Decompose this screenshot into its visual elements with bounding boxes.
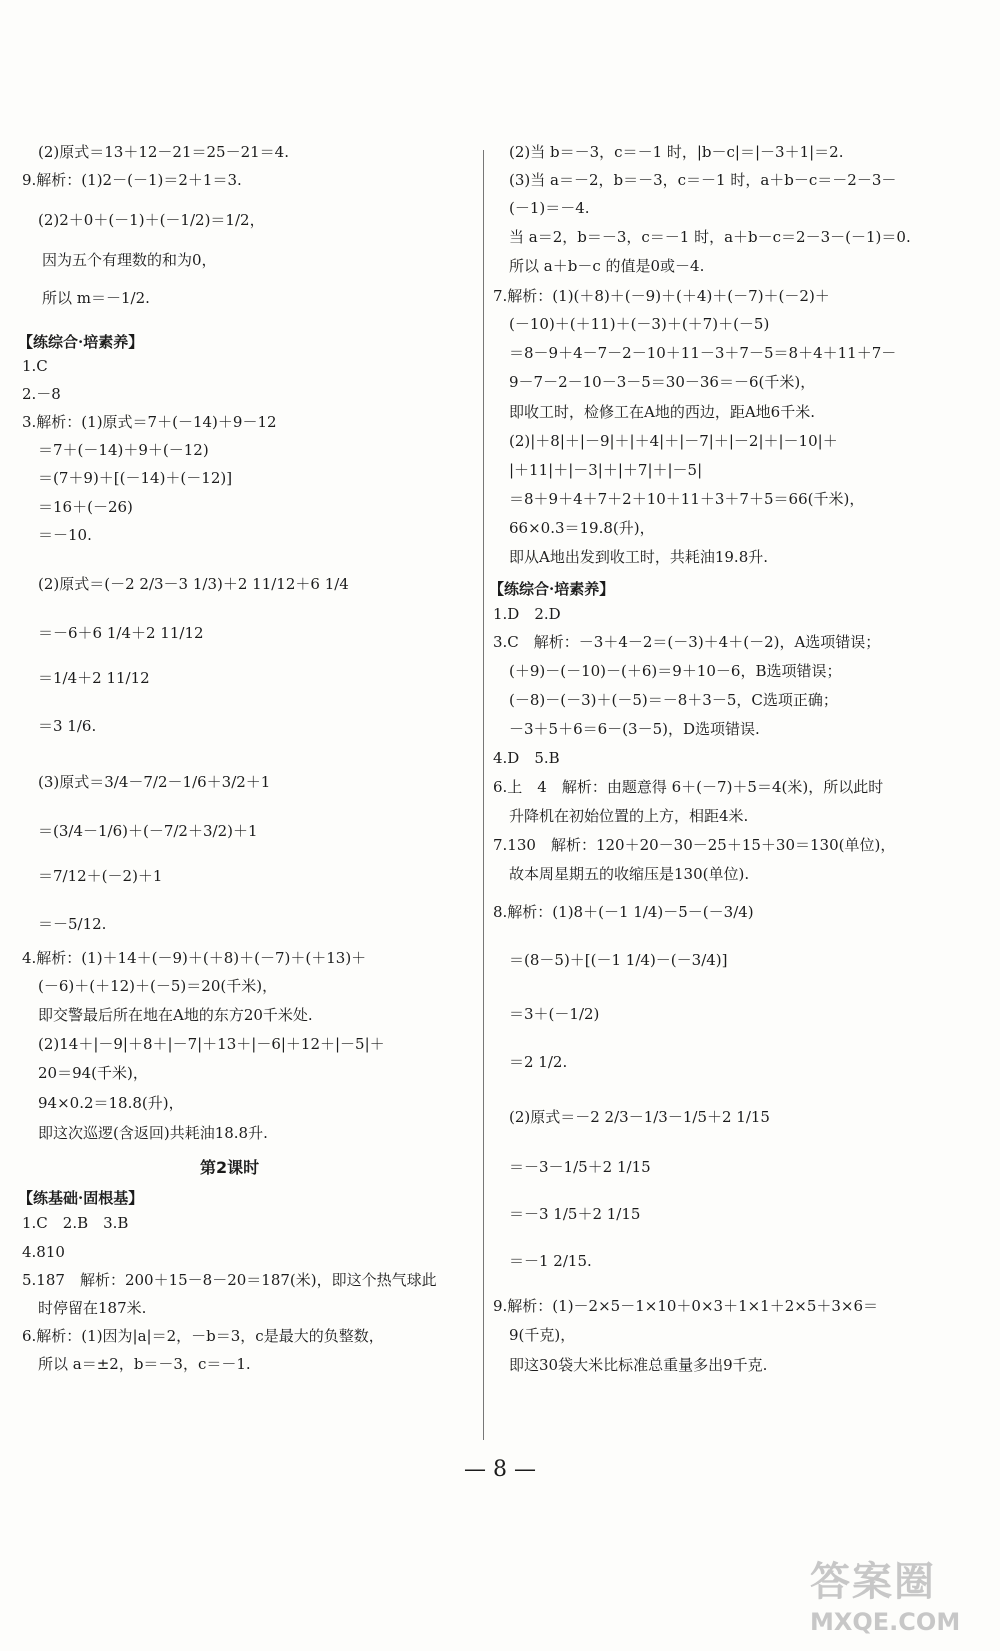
text-line: 即这30袋大米比标准总重量多出9千克. bbox=[509, 1356, 768, 1374]
text-line: (－10)＋(＋11)＋(－3)＋(＋7)＋(－5) bbox=[509, 315, 770, 333]
text-line: ＝－6＋6 1/4＋2 11/12 bbox=[38, 624, 204, 642]
text-line: (2)原式＝(－2 2/3－3 1/3)＋2 11/12＋6 1/4 bbox=[38, 575, 349, 593]
text-line: 3.解析：(1)原式＝7＋(－14)＋9－12 bbox=[22, 413, 277, 431]
text-line: 当 a＝2，b＝－3，c＝－1 时，a＋b－c＝2－3－(－1)＝0. bbox=[509, 228, 911, 246]
text-line: 9－7－2－10－3－5＝30－36＝－6(千米)， bbox=[509, 373, 816, 391]
text-line: 1.D 2.D bbox=[493, 605, 561, 623]
text-line: 20＝94(千米)， bbox=[38, 1064, 148, 1082]
text-line: 所以 a＝±2，b＝－3，c＝－1. bbox=[38, 1355, 251, 1373]
text-line: (3)原式＝3/4－7/2－1/6＋3/2＋1 bbox=[38, 773, 271, 791]
text-line: (＋9)－(－10)－(＋6)＝9＋10－6，B选项错误； bbox=[509, 662, 842, 680]
text-line: (2)|＋8|＋|－9|＋|＋4|＋|－7|＋|－2|＋|－10|＋ bbox=[509, 432, 838, 450]
watermark-logo bbox=[810, 1560, 980, 1642]
text-line: 4.解析：(1)＋14＋(－9)＋(＋8)＋(－7)＋(＋13)＋ bbox=[22, 949, 367, 967]
text-line: ＝8－9＋4－7－2－10＋11－3＋7－5＝8＋4＋11＋7－ bbox=[509, 344, 897, 362]
page-number: — 8 — bbox=[464, 1457, 536, 1482]
text-line: 7.解析：(1)(＋8)＋(－9)＋(＋4)＋(－7)＋(－2)＋ bbox=[493, 287, 830, 305]
text-line: (2)2＋0＋(－1)＋(－1/2)＝1/2， bbox=[38, 211, 265, 229]
section-heading: 【练综合·培素养】 bbox=[489, 580, 615, 598]
column-divider bbox=[483, 150, 484, 1440]
text-line: 4.810 bbox=[22, 1243, 65, 1261]
text-line: (－8)－(－3)＋(－5)＝－8＋3－5，C选项正确； bbox=[509, 691, 838, 709]
text-line: 7.130 解析：120＋20－30－25＋15＋30＝130(单位)， bbox=[493, 836, 896, 854]
text-line: (2)原式＝－2 2/3－1/3－1/5＋2 1/15 bbox=[509, 1108, 770, 1126]
text-line: 6.上 4 解析：由题意得 6＋(－7)＋5＝4(米)，所以此时 bbox=[493, 778, 884, 796]
text-line: ＝－10. bbox=[38, 526, 92, 544]
text-line: 1.C bbox=[22, 357, 48, 375]
text-line: 即交警最后所在地在A地的东方20千米处. bbox=[38, 1006, 313, 1024]
text-line: (2)当 b＝－3，c＝－1 时，|b－c|＝|－3＋1|＝2. bbox=[509, 143, 844, 161]
text-line: ＝3＋(－1/2) bbox=[509, 1005, 600, 1023]
text-line: 1.C 2.B 3.B bbox=[22, 1214, 129, 1232]
text-line: 因为五个有理数的和为0， bbox=[42, 251, 217, 269]
text-line: 6.解析：(1)因为|a|＝2，－b＝3，c是最大的负整数， bbox=[22, 1327, 384, 1345]
text-line: 故本周星期五的收缩压是130(单位). bbox=[509, 865, 750, 883]
text-line: 94×0.2＝18.8(升)， bbox=[38, 1094, 184, 1112]
section-heading: 【练综合·培素养】 bbox=[18, 333, 144, 351]
text-line: ＝－3－1/5＋2 1/15 bbox=[509, 1158, 651, 1176]
text-line: ＝－5/12. bbox=[38, 915, 107, 933]
watermark-text: MXQE.COM bbox=[810, 1608, 961, 1636]
text-line: ＝(3/4－1/6)＋(－7/2＋3/2)＋1 bbox=[38, 822, 258, 840]
text-line: 所以 a＋b－c 的值是0或－4. bbox=[509, 257, 705, 275]
text-line: ＝16＋(－26) bbox=[38, 498, 133, 516]
text-line: －3＋5＋6＝6－(3－5)，D选项错误. bbox=[509, 720, 760, 738]
text-line: 即收工时，检修工在A地的西边，距A地6千米. bbox=[509, 403, 815, 421]
section-heading: 【练基础·固根基】 bbox=[18, 1189, 144, 1207]
text-line: (－1)＝－4. bbox=[509, 199, 590, 217]
text-line: ＝(7＋9)＋[(－14)＋(－12)] bbox=[38, 469, 233, 487]
text-line: 4.D 5.B bbox=[493, 749, 560, 767]
text-line: 9.解析：(1)2－(－1)＝2＋1＝3. bbox=[22, 171, 242, 189]
text-line: 66×0.3＝19.8(升)， bbox=[509, 519, 655, 537]
text-line: |＋11|＋|－3|＋|＋7|＋|－5| bbox=[509, 461, 703, 479]
lesson-title: 第2课时 bbox=[200, 1158, 260, 1177]
text-line: 时停留在187米. bbox=[38, 1299, 147, 1317]
text-line: 即从A地出发到收工时，共耗油19.8升. bbox=[509, 548, 769, 566]
text-line: ＝1/4＋2 11/12 bbox=[38, 669, 150, 687]
text-line: ＝－1 2/15. bbox=[509, 1252, 592, 1270]
text-line: ＝3 1/6. bbox=[38, 717, 97, 735]
text-line: 2.－8 bbox=[22, 385, 61, 403]
text-line: ＝8＋9＋4＋7＋2＋10＋11＋3＋7＋5＝66(千米)， bbox=[509, 490, 865, 508]
text-line: 升降机在初始位置的上方，相距4米. bbox=[509, 807, 749, 825]
text-line: ＝－3 1/5＋2 1/15 bbox=[509, 1205, 641, 1223]
text-line: ＝2 1/2. bbox=[509, 1053, 568, 1071]
text-line: 8.解析：(1)8＋(－1 1/4)－5－(－3/4) bbox=[493, 903, 754, 921]
text-line: 即这次巡逻(含返回)共耗油18.8升. bbox=[38, 1124, 268, 1142]
text-line: ＝7/12＋(－2)＋1 bbox=[38, 867, 163, 885]
text-line: 9.解析：(1)－2×5－1×10＋0×3＋1×1＋2×5＋3×6＝ bbox=[493, 1297, 879, 1315]
text-line: 3.C 解析：－3＋4－2＝(－3)＋4＋(－2)，A选项错误； bbox=[493, 633, 881, 651]
text-line: (2)14＋|－9|＋8＋|－7|＋13＋|－6|＋12＋|－5|＋ bbox=[38, 1035, 385, 1053]
text-line: 所以 m＝－1/2. bbox=[42, 289, 150, 307]
text-line: (－6)＋(＋12)＋(－5)＝20(千米)， bbox=[38, 977, 278, 995]
text-line: ＝7＋(－14)＋9＋(－12) bbox=[38, 441, 209, 459]
text-line: (2)原式＝13＋12－21＝25－21＝4. bbox=[38, 143, 289, 161]
text-line: ＝(8－5)＋[(－1 1/4)－(－3/4)] bbox=[509, 951, 728, 969]
text-line: (3)当 a＝－2，b＝－3，c＝－1 时，a＋b－c＝－2－3－ bbox=[509, 171, 897, 189]
text-line: 5.187 解析：200＋15－8－20＝187(米)，即这个热气球此 bbox=[22, 1271, 437, 1289]
watermark-mark: 答案圈 bbox=[810, 1559, 936, 1605]
text-line: 9(千克)， bbox=[509, 1326, 576, 1344]
